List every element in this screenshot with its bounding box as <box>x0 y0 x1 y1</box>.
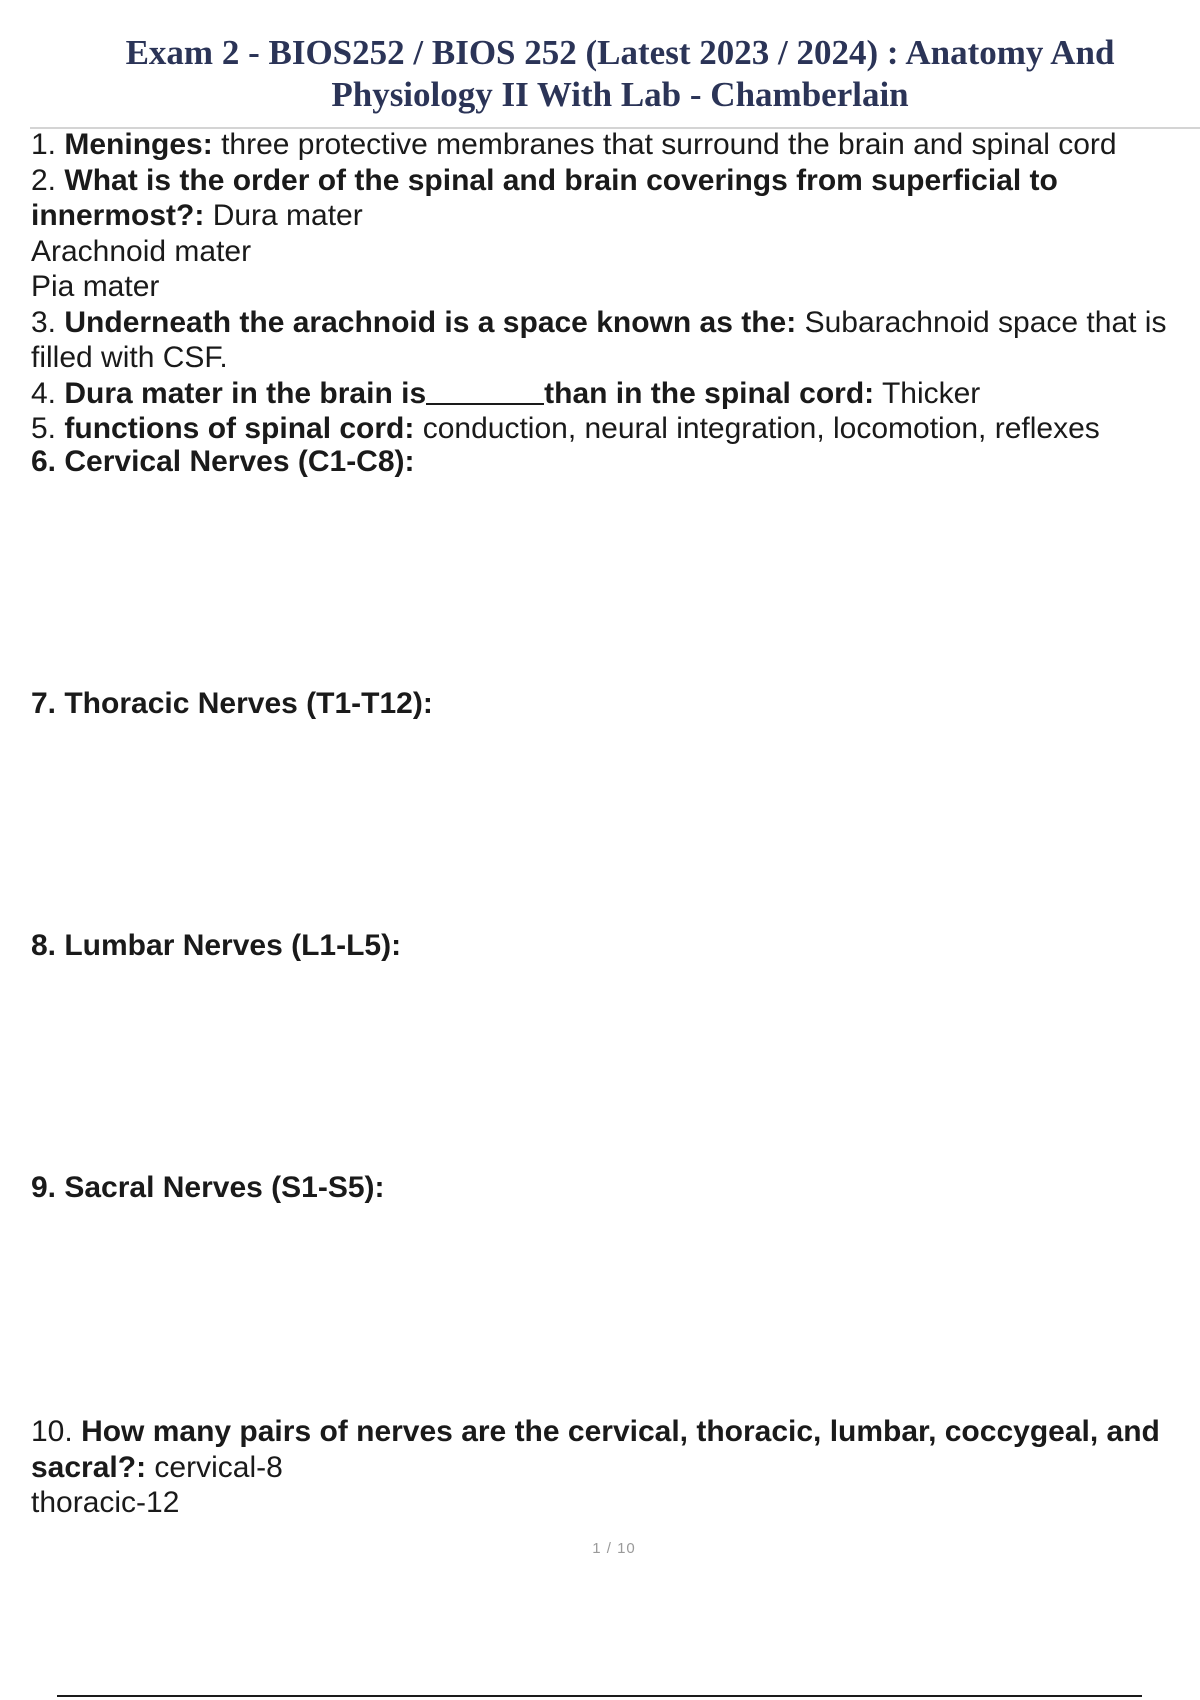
question-3-text: Underneath the arachnoid is a space known as the: <box>64 305 797 339</box>
fill-in-blank <box>426 381 544 405</box>
question-10 <box>31 1414 1200 1521</box>
question-4-number: 4. <box>31 376 57 410</box>
question-2-text: What is the order of the spinal and brain coverings from superficial to innermost?: <box>31 163 1058 232</box>
question-4 <box>31 376 1200 412</box>
document-title <box>40 32 1200 116</box>
question-5-text: functions of spinal cord: <box>64 412 415 445</box>
question-7-heading: 7. Thoracic Nerves (T1-T12): <box>31 687 433 720</box>
page-bottom-divider <box>57 1695 1142 1697</box>
question-2-answer-3: Pia mater <box>31 270 160 303</box>
question-1-number: 1. <box>31 128 57 161</box>
question-10-answer-2: thoracic-12 <box>31 1486 180 1519</box>
title-line-2: Physiology II With Lab - Chamberlain <box>331 75 909 114</box>
question-1-term: Meninges: <box>64 128 213 161</box>
question-6-heading: 6. Cervical Nerves (C1-C8): <box>31 445 415 478</box>
question-9-heading: 9. Sacral Nerves (S1-S5): <box>31 1171 385 1204</box>
question-2-answer-2: Arachnoid mater <box>31 234 252 268</box>
question-10-number: 10. <box>31 1415 73 1448</box>
question-2 <box>31 163 1200 234</box>
question-1 <box>31 127 1200 163</box>
question-4-text-after: than in the spinal cord: <box>544 376 875 410</box>
page-indicator: 1 / 10 <box>592 1540 636 1557</box>
question-10-text: How many pairs of nerves are the cervical, thoracic, lumbar, coccygeal, and sacral?: <box>31 1415 1160 1484</box>
question-3-number: 3. <box>31 305 57 339</box>
questions-list <box>31 127 1200 447</box>
title-line-1: Exam 2 - BIOS252 / BIOS 252 (Latest 2023 / 2024) : Anatomy And <box>125 33 1115 72</box>
question-1-answer: three protective membranes that surround the brain and spinal cord <box>212 128 1117 161</box>
question-10-body <box>31 1415 1160 1484</box>
question-4-answer: Thicker <box>874 376 981 410</box>
question-3 <box>31 305 1200 376</box>
question-4-text-before: Dura mater in the brain is <box>64 376 427 410</box>
question-5-answer: conduction, neural integration, locomotion, reflexes <box>414 412 1100 445</box>
question-5 <box>31 411 1200 447</box>
question-10-answer-1: cervical-8 <box>154 1450 283 1484</box>
question-3-answer: Subarachnoid space that is filled with CSF. <box>31 305 1167 374</box>
question-8-heading: 8. Lumbar Nerves (L1-L5): <box>31 929 402 962</box>
question-2-number: 2. <box>31 163 57 197</box>
question-5-number: 5. <box>31 412 57 445</box>
question-2-answer-1: Dura mater <box>212 199 363 232</box>
